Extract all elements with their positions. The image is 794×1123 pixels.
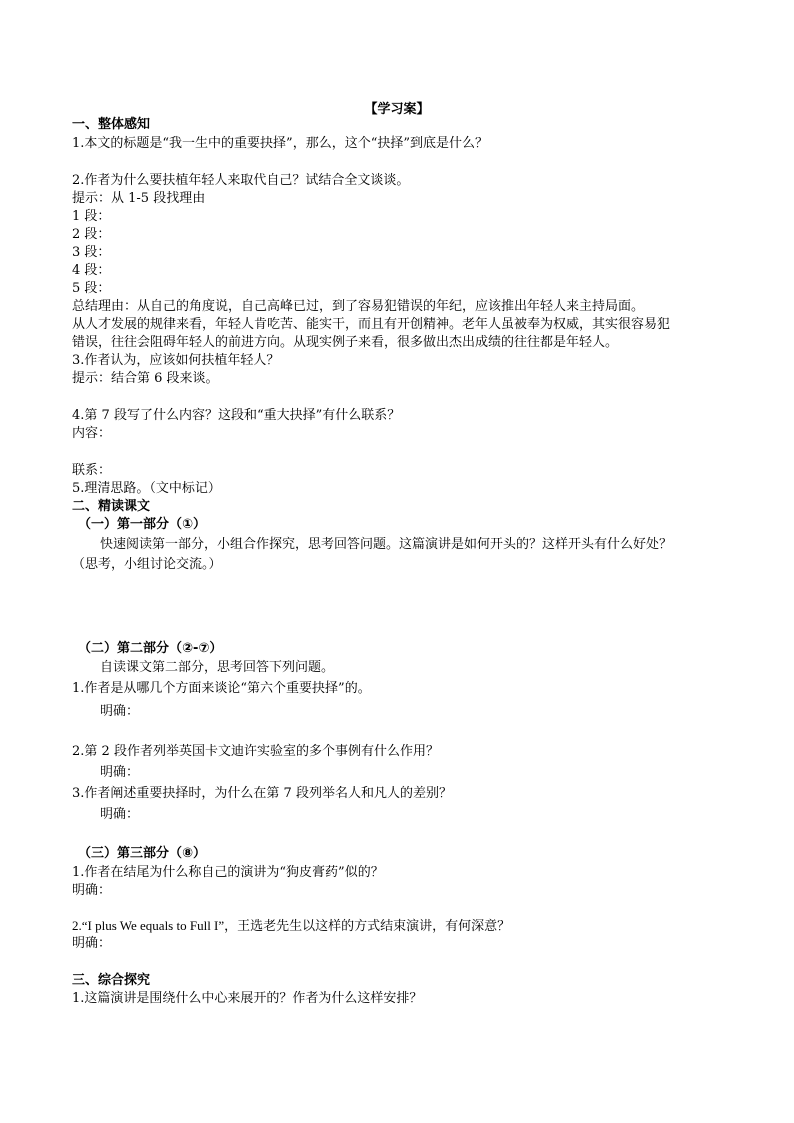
page-title: 【学习案】 xyxy=(364,102,430,117)
answer-blank: 明确： xyxy=(72,883,112,898)
question-1-3: 3.作者认为，应该如何扶植年轻人？ xyxy=(72,353,280,368)
subsection-heading-1: （一）第一部分（①） xyxy=(78,517,207,532)
instruction-text-cont: （思考，小组讨论交流。） xyxy=(72,557,222,572)
question-3-1: 1.作者在结尾为什么称自己的演讲为“狗皮膏药”似的？ xyxy=(72,865,384,880)
answer-blank: 明确： xyxy=(100,704,140,719)
question-2-3: 3.作者阐述重要抉择时，为什么在第 7 段列举名人和凡人的差别？ xyxy=(72,786,452,801)
answer-blank: 明确： xyxy=(100,807,140,822)
question-2-2: 2.第 2 段作者列举英国卡文迪许实验室的多个事例有什么作用？ xyxy=(72,744,439,759)
summary-line-3: 错误，往往会阻碍年轻人的前进方向。从现实例子来看，很多做出杰出成绩的往往都是年轻人。 xyxy=(72,335,619,350)
question-1-5: 5.理清思路。（文中标记） xyxy=(72,481,221,496)
answer-blank: 明确： xyxy=(72,936,112,951)
answer-blank: 明确： xyxy=(100,765,140,780)
content-blank: 内容： xyxy=(72,426,112,441)
relation-blank: 联系： xyxy=(72,463,112,478)
question-3-2: 2.“I plus We equals to Full I”，王选老先生以这样的方式结束演讲，有何深意？ xyxy=(72,918,511,933)
para-1-blank: 1 段： xyxy=(72,209,111,224)
hint-text: 提示：从 1-5 段找理由 xyxy=(72,191,206,206)
summary-line-1: 总结理由：从自己的角度说，自己高峰已过，到了容易犯错误的年纪，应该推出年轻人来主持局面。 xyxy=(72,299,645,314)
section-heading-3: 三、综合探究 xyxy=(72,973,151,988)
section-heading-2: 二、精读课文 xyxy=(72,499,151,514)
para-4-blank: 4 段： xyxy=(72,263,111,278)
para-5-blank: 5 段： xyxy=(72,281,111,296)
section-heading-1: 一、整体感知 xyxy=(72,117,151,132)
subsection-heading-2: （二）第二部分（②-⑦） xyxy=(78,641,223,656)
instruction-text: 快速阅读第一部分，小组合作探究，思考回答问题。这篇演讲是如何开头的？这样开头有什么好处？ xyxy=(100,537,673,552)
question-4-1: 1.这篇演讲是围绕什么中心来展开的？作者为什么这样安排？ xyxy=(72,991,423,1006)
question-1-2: 2.作者为什么要扶植年轻人来取代自己？试结合全文谈谈。 xyxy=(72,173,410,188)
para-2-blank: 2 段： xyxy=(72,227,111,242)
subsection-heading-3: （三）第三部分（⑧） xyxy=(78,846,207,861)
question-1-4: 4.第 7 段写了什么内容？这段和“重大抉择”有什么联系？ xyxy=(72,408,401,423)
instruction-text: 自读课文第二部分，思考回答下列问题。 xyxy=(100,660,335,675)
question-1-1: 1.本文的标题是“我一生中的重要抉择”，那么，这个“抉择”到底是什么？ xyxy=(72,136,488,151)
summary-line-2: 从人才发展的规律来看，年轻人肯吃苦、能实干，而且有开创精神。老年人虽被奉为权威，其实很容易犯 xyxy=(72,317,671,332)
para-3-blank: 3 段： xyxy=(72,245,111,260)
hint-text: 提示：结合第 6 段来谈。 xyxy=(72,371,219,386)
question-2-1: 1.作者是从哪几个方面来谈论“第六个重要抉择”的。 xyxy=(72,681,371,696)
